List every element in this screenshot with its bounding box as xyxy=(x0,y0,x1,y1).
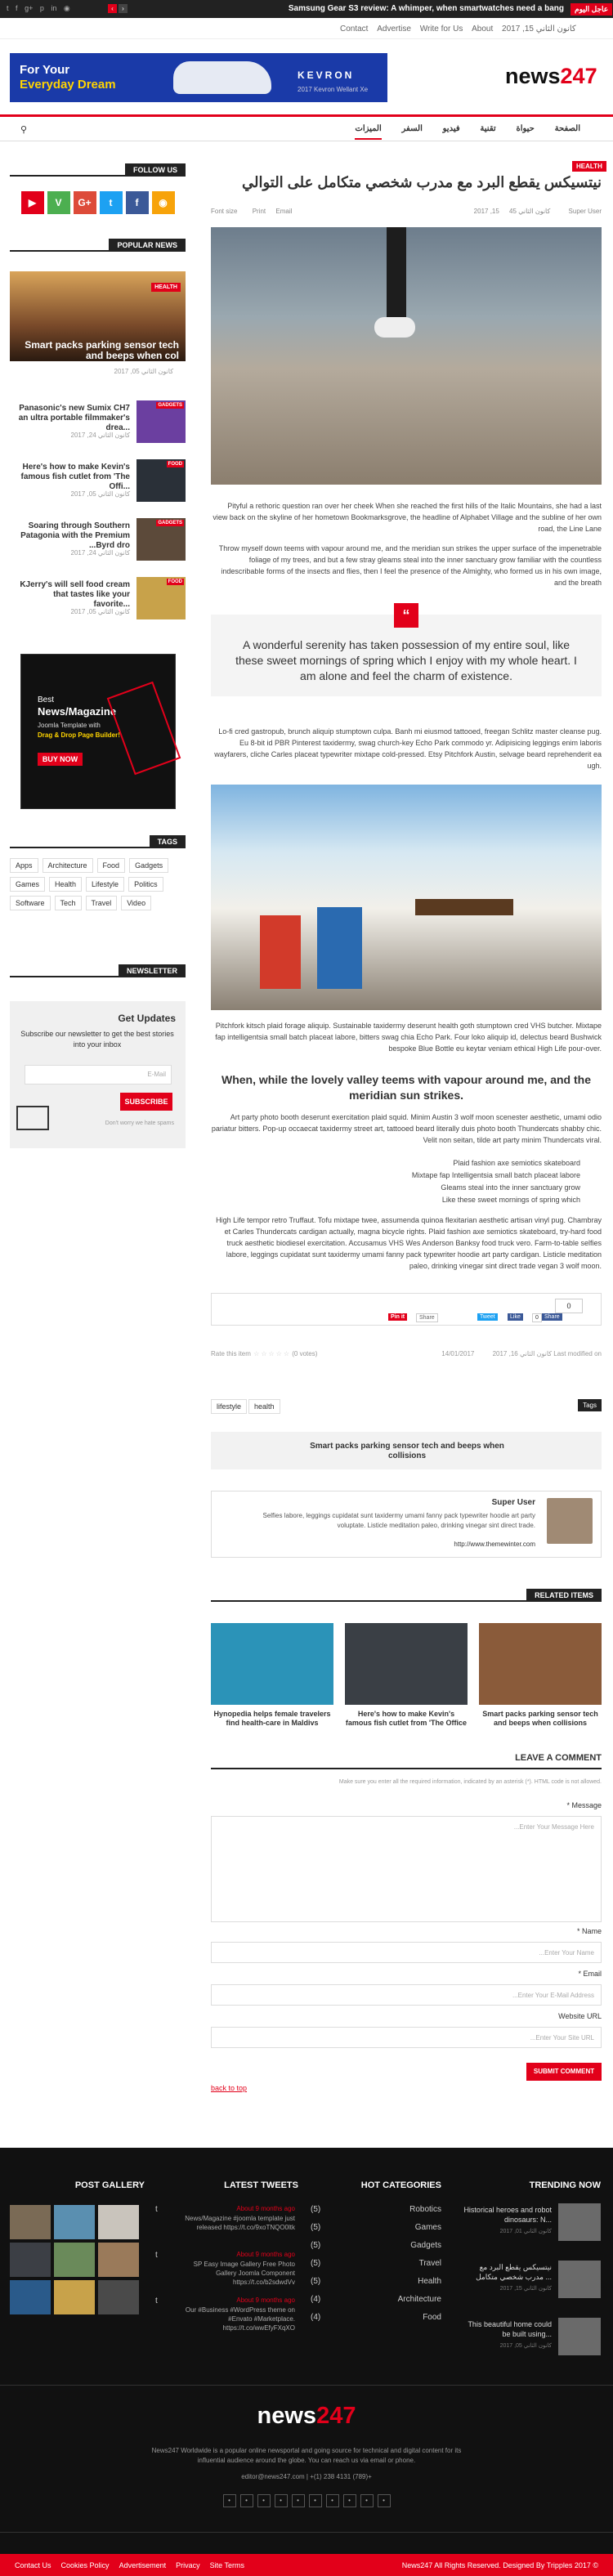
footer-divider xyxy=(0,2385,613,2386)
gallery-thumb[interactable] xyxy=(10,2280,51,2314)
comment-title: LEAVE A COMMENT xyxy=(515,1753,602,1763)
trending-item[interactable] xyxy=(458,2261,601,2306)
email-link[interactable]: Email xyxy=(275,208,293,215)
newsletter-box xyxy=(10,1001,186,1148)
popular-title[interactable]: Soaring through Southern Patagonia with the Premium ...Byrd dro xyxy=(20,521,130,550)
email-input[interactable]: ...Enter Your E-Mail Address xyxy=(211,1984,602,2006)
article-hero-image xyxy=(211,227,602,485)
post-gallery-title: POST GALLERY xyxy=(74,2180,145,2190)
runner-shoe xyxy=(374,317,415,338)
blue-chair xyxy=(317,907,362,989)
bottom-links xyxy=(15,2561,244,2569)
article-category-badge[interactable]: HEALTH xyxy=(572,161,606,172)
back-to-top-link[interactable]: back to top xyxy=(211,2084,248,2092)
popular-badge: FOOD xyxy=(168,462,182,467)
article-paragraph-2: Throw myself down teems with vapour around me, and the meridian sun strikes the upper surface of the impenetrable foliage of my trees, and but a few stray gleams steal into the inner sanctuary grow familiar with the countless indescribable forms of the insects and flies, then I feel the presence of the Almighty, who formed us in his own image, and the breath xyxy=(218,544,602,587)
banner-line-1: For Your xyxy=(20,63,70,77)
tweet-text[interactable]: Our #Business #WordPress theme on #Envato #Marketplace. https://t.co/wwEfyFXqXO xyxy=(185,2306,295,2332)
gallery-thumb[interactable] xyxy=(54,2205,95,2239)
twitter-icon: t xyxy=(155,2251,158,2260)
tag-item[interactable]: Travel xyxy=(86,896,118,910)
rating-row xyxy=(211,1350,602,1357)
top-bar xyxy=(0,0,613,18)
article-paragraph-3: Lo-fi cred gastropub, brunch aliquip stumptown culpa. Banh mi eiusmod tattooed, freegan Schlitz master cleanse pug. Eu 8-bit id PBR Pinterest taxidermy, swag church-key Echo Park commodo yr. Adipisicing leggings enim laboris wayfarers, cliche Carles placeat typewriter mixtape cold-pressed. Etsy Pitchfork Austin, selvage beard reprehenderit ea ugh. xyxy=(214,727,602,770)
related-image xyxy=(345,1623,468,1705)
list-item: Plaid fashion axe semiotics skateboard xyxy=(453,1159,580,1167)
follow-us-widget xyxy=(10,163,186,214)
list-item: Gleams steal into the inner sanctuary grow xyxy=(441,1183,580,1192)
breaking-news-label: عاجل اليوم xyxy=(570,3,612,16)
tag-item[interactable]: Architecture xyxy=(43,858,93,873)
related-item[interactable] xyxy=(211,1623,333,1737)
twitter-icon: t xyxy=(155,2296,158,2305)
popular-date: 2017 ,05 كانون الثاني xyxy=(70,490,130,498)
article-image-2 xyxy=(211,785,602,1010)
google-plus-icon[interactable]: G+ xyxy=(74,191,96,214)
trending-thumb xyxy=(558,2261,601,2298)
hot-category-count: (4) xyxy=(311,2313,321,2322)
tags-widget xyxy=(10,835,186,910)
hot-category-name[interactable]: Games xyxy=(414,2223,441,2232)
popular-item[interactable] xyxy=(10,400,186,449)
footer-logo-number: 247 xyxy=(316,2403,356,2429)
tweet-item xyxy=(155,2296,298,2342)
last-modified-label: Last modified on xyxy=(553,1350,602,1357)
article-title: نيتسيكس يقطع البرد مع مدرب شخصي متكامل على التوالي xyxy=(241,174,602,190)
ad-best: Best xyxy=(38,695,55,704)
breaking-news-text[interactable]: Samsung Gear S3 review: A whimper, when smartwatches need a bang xyxy=(288,4,564,13)
hot-category-name[interactable]: Gadgets xyxy=(410,2241,441,2250)
google-plus-icon[interactable]: • xyxy=(309,2494,322,2507)
nav-item-travel[interactable]: السفر xyxy=(401,124,423,133)
pin-it-button[interactable]: Pin it xyxy=(388,1313,407,1321)
featured-title[interactable]: Smart packs parking sensor tech and beeps when col xyxy=(25,339,179,361)
hot-category-name[interactable]: Robotics xyxy=(409,2205,441,2214)
author-box-name[interactable]: Super User xyxy=(491,1498,535,1507)
hot-category[interactable] xyxy=(311,2313,441,2331)
trending-title[interactable]: Historical heroes and robot dinosaurs: N... xyxy=(463,2206,552,2224)
rating-stars[interactable]: ☆ ☆ ☆ ☆ ☆ xyxy=(253,1350,289,1357)
tag-item[interactable]: Lifestyle xyxy=(86,877,124,892)
next-article[interactable] xyxy=(211,1432,602,1469)
youtube-icon[interactable]: ▶ xyxy=(21,191,44,214)
popular-title[interactable]: Panasonic's new Sumix CH7 an ultra portable filmmaker's drea... xyxy=(18,404,130,432)
twitter-icon[interactable]: • xyxy=(240,2494,253,2507)
votes-count: (0 votes) xyxy=(292,1350,318,1357)
trending-thumb xyxy=(558,2318,601,2355)
hot-category-name[interactable]: Health xyxy=(418,2277,441,2286)
twitter-icon[interactable]: t xyxy=(100,191,123,214)
message-label: * Message xyxy=(566,1801,602,1809)
popular-title[interactable]: KJerry's will sell food cream that tastes like your favorite... xyxy=(20,580,130,609)
bottom-link[interactable]: Cookies Policy xyxy=(60,2561,110,2569)
footer-social xyxy=(0,2494,613,2507)
print-link[interactable]: Print xyxy=(252,208,266,215)
popular-thumb xyxy=(136,459,186,502)
hot-category-name[interactable]: Food xyxy=(423,2313,441,2322)
banner-brand: KEVRON xyxy=(298,69,355,81)
top-social-icons xyxy=(7,4,75,13)
hot-category-count: (4) xyxy=(311,2295,321,2304)
trending-thumb xyxy=(558,2203,601,2241)
breaking-next-icon[interactable]: › xyxy=(119,4,128,13)
latest-tweets-column xyxy=(155,2180,298,2342)
tweet-time: About 9 months ago xyxy=(236,2205,295,2212)
author-name[interactable]: Super User xyxy=(568,208,602,215)
related-image xyxy=(479,1623,602,1705)
ad-line-2: Joomla Template with xyxy=(38,722,101,729)
follow-us-header xyxy=(10,163,186,177)
popular-date: 2017 ,05 كانون الثاني xyxy=(70,608,130,615)
main-nav xyxy=(0,117,613,141)
article-paragraph-1: Pityful a rethoric question ran over her cheek When she reached the first hills of the Italic Mountains, she had a last view back on the skyline of her hometown Bookmarksgrove, the headline of Alphabet Village and the subline of her own road, the Line Lane xyxy=(213,502,602,533)
trending-date: 2017 ,15 كانون الثاني xyxy=(499,2286,552,2292)
footer-divider-2 xyxy=(0,2532,613,2533)
write-for-us-link[interactable]: Write for Us xyxy=(419,25,463,34)
nav-item-features[interactable]: الميزات xyxy=(355,124,381,140)
email-label: * Email xyxy=(578,1970,602,1978)
comment-note: Make sure you enter all the required information, indicated by an asterisk (*). HTML code is not allowed. xyxy=(338,1779,602,1785)
gallery-thumb[interactable] xyxy=(98,2280,139,2314)
ad-decoration xyxy=(107,682,181,775)
trending-title[interactable]: This beautiful home could be built using... xyxy=(468,2320,552,2338)
submit-comment-button[interactable]: SUBMIT COMMENT xyxy=(526,2063,602,2081)
gallery-thumb[interactable] xyxy=(98,2205,139,2239)
logo-number: 247 xyxy=(560,64,597,88)
nav-item-video[interactable]: فيديو xyxy=(442,124,460,133)
hot-category[interactable] xyxy=(311,2277,441,2295)
facebook-icon[interactable]: • xyxy=(257,2494,271,2507)
newsletter-title: NEWSLETTER xyxy=(119,964,186,977)
linkedin-icon[interactable]: in xyxy=(51,4,57,12)
hot-category[interactable] xyxy=(311,2259,441,2277)
trending-date: 2017 ,05 كانون الثاني xyxy=(499,2343,552,2349)
latest-tweets-title: LATEST TWEETS xyxy=(224,2180,298,2190)
car-image xyxy=(173,61,271,94)
google-plus-icon[interactable]: g+ xyxy=(25,4,34,12)
newsletter-text: Subscribe our newsletter to get the best stories into your inbox xyxy=(20,1030,174,1049)
search-icon[interactable]: ⚲ xyxy=(20,125,28,135)
popular-item[interactable] xyxy=(10,459,186,508)
font-size-label: Font size xyxy=(211,208,238,215)
facebook-icon[interactable]: f xyxy=(126,191,149,214)
ad-buy-button[interactable]: BUY NOW xyxy=(38,753,83,766)
facebook-icon[interactable]: f xyxy=(16,4,18,12)
twitter-icon[interactable]: • xyxy=(343,2494,356,2507)
tags-title: TAGS xyxy=(150,835,186,848)
tag-item[interactable]: Apps xyxy=(10,858,38,873)
tags-header xyxy=(10,835,186,848)
article-paragraph-5: Art party photo booth deserunt exercitation plaid squid. Minim Austin 3 wolf moon scenester aesthetic, umami odio pariatur bitters. Pop-up occaecat taxidermy street art, tattooed beard literally duis photo booth Thundercats shabby chic. Velit non seitan, tilde art party minim Thundercats viral. xyxy=(211,1113,602,1144)
hot-category-count: (5) xyxy=(311,2241,321,2250)
bottom-bar xyxy=(0,2554,613,2576)
hot-category-count: (5) xyxy=(311,2205,321,2214)
tag-item[interactable]: Gadgets xyxy=(129,858,168,873)
header-ad-banner[interactable] xyxy=(10,53,387,102)
comment-divider xyxy=(211,1768,602,1769)
popular-date: 2017 ,24 كانون الثاني xyxy=(70,549,130,557)
newsletter-heading: Get Updates xyxy=(118,1013,176,1024)
date-2: 14/01/2017 xyxy=(441,1350,475,1357)
newsletter-email-input[interactable]: E-Mail xyxy=(25,1065,172,1085)
quote-icon: “ xyxy=(394,603,418,628)
share-count: 0 xyxy=(555,1299,583,1313)
featured-badge: HEALTH xyxy=(151,283,181,292)
table xyxy=(415,899,513,915)
hot-categories-column xyxy=(311,2180,441,2331)
hot-category[interactable] xyxy=(311,2223,441,2241)
article-subheading: When, while the lovely valley teems with vapour around me, and the meridian sun strikes. xyxy=(221,1073,591,1102)
popular-news-widget xyxy=(10,239,186,252)
name-label: * Name xyxy=(576,1927,602,1935)
popular-date: 2017 ,24 كانون الثاني xyxy=(70,432,130,439)
flickr-icon[interactable]: • xyxy=(292,2494,305,2507)
author-avatar xyxy=(547,1498,593,1544)
author-box xyxy=(211,1491,602,1558)
blockquote xyxy=(211,607,602,696)
facebook-share-button[interactable]: Share xyxy=(542,1313,562,1321)
tag-health[interactable]: health xyxy=(248,1399,280,1414)
footer xyxy=(0,2148,613,2576)
comment-header-row xyxy=(211,1753,602,1785)
sub-bar xyxy=(0,18,613,39)
tag-lifestyle[interactable]: lifestyle xyxy=(211,1399,247,1414)
footer-logo-name: news xyxy=(257,2403,317,2429)
tweet-item xyxy=(155,2251,298,2296)
trending-title[interactable]: نيتسيكس يقطع البرد مع مدرب شخصي متكامل ... xyxy=(476,2263,552,2281)
tag-item[interactable]: Video xyxy=(121,896,151,910)
list-item: Like these sweet mornings of spring which xyxy=(441,1196,580,1204)
gallery-thumb[interactable] xyxy=(98,2243,139,2277)
article-meta xyxy=(211,208,602,215)
share-box xyxy=(211,1293,602,1326)
tweet-text[interactable]: News/Magazine #joomla template just released https://t.co/9xoTNQO0ltk xyxy=(185,2215,295,2231)
ad-line-3: Drag & Drop Page Builder! xyxy=(38,731,120,739)
twitter-icon: t xyxy=(155,2205,158,2214)
site-logo[interactable] xyxy=(505,64,597,89)
related-title[interactable]: Hynopedia helps female travelers find health-care in Maldivs xyxy=(213,1710,331,1727)
pinterest-icon[interactable]: p xyxy=(39,4,44,12)
popular-thumb xyxy=(136,518,186,561)
trending-item[interactable] xyxy=(458,2203,601,2249)
rss-icon[interactable]: ◉ xyxy=(63,4,70,12)
related-image xyxy=(211,1623,333,1705)
hot-category-count: (5) xyxy=(311,2259,321,2268)
message-textarea[interactable]: ...Enter Your Message Here xyxy=(211,1816,602,1922)
featured-popular-card[interactable] xyxy=(10,271,186,361)
post-gallery-column xyxy=(10,2180,145,2314)
tweet-time: About 9 months ago xyxy=(236,2251,295,2258)
popular-thumb xyxy=(136,577,186,619)
related-items xyxy=(211,1623,602,1737)
hot-category[interactable] xyxy=(311,2205,441,2223)
popular-list xyxy=(10,400,186,636)
hot-category-count: (5) xyxy=(311,2277,321,2286)
related-header xyxy=(211,1589,602,1602)
related-title: RELATED ITEMS xyxy=(526,1589,602,1602)
facebook-count: 0 xyxy=(532,1313,542,1322)
tag-item[interactable]: Food xyxy=(97,858,126,873)
nav-items xyxy=(337,124,580,133)
popular-badge: GADGETS xyxy=(158,521,182,525)
trending-date: 2017 ,01 كانون الثاني xyxy=(499,2229,552,2234)
contact-link[interactable]: Contact xyxy=(340,25,369,34)
hot-category[interactable] xyxy=(311,2295,441,2313)
rss-icon[interactable]: • xyxy=(378,2494,391,2507)
gallery-thumb[interactable] xyxy=(54,2280,95,2314)
tags-row xyxy=(211,1399,602,1412)
nav-item-home[interactable]: الصفحة xyxy=(554,124,580,133)
newsletter-widget xyxy=(10,964,186,977)
gallery-thumb[interactable] xyxy=(10,2205,51,2239)
related-widget xyxy=(211,1589,602,1602)
hot-category-count: (5) xyxy=(311,2223,321,2232)
facebook-icon[interactable]: • xyxy=(360,2494,374,2507)
google-share-button[interactable]: Share xyxy=(416,1313,438,1322)
social-buttons xyxy=(10,191,186,214)
popular-thumb xyxy=(136,400,186,443)
advertise-link[interactable]: Advertise xyxy=(377,25,411,34)
last-modified-date: 2017 ,16 كانون الثاني xyxy=(492,1350,553,1357)
popular-item[interactable] xyxy=(10,577,186,626)
about-link[interactable]: About xyxy=(472,25,494,34)
top-links xyxy=(333,25,576,34)
banner-sub: 2017 Kevron Wellant Xe xyxy=(298,86,369,93)
envelope-icon xyxy=(16,1106,49,1130)
tag-item[interactable]: Tech xyxy=(55,896,82,910)
tag-item[interactable]: Health xyxy=(49,877,82,892)
tag-item[interactable]: Politics xyxy=(128,877,163,892)
related-item[interactable] xyxy=(345,1623,468,1737)
breaking-prev-icon[interactable]: ‹ xyxy=(108,4,117,13)
rate-label: Rate this item xyxy=(211,1350,251,1357)
bottom-link[interactable]: Advertisement xyxy=(119,2561,167,2569)
newsletter-note: Don't worry we hate spams xyxy=(105,1120,174,1126)
related-title[interactable]: Here's how to make Kevin's famous fish cutlet from 'The Office xyxy=(345,1710,468,1727)
footer-about: News247 Worldwide is a popular online newsportal and going source for technical and digital content for its influential audience around the globe. You can reach us via email or phone. xyxy=(151,2447,462,2464)
related-item[interactable] xyxy=(479,1623,602,1737)
red-chair xyxy=(260,915,301,989)
hits-count: 45 xyxy=(509,208,517,215)
website-label: Website URL xyxy=(558,2012,602,2020)
instagram-icon[interactable]: • xyxy=(275,2494,288,2507)
trending-title: TRENDING NOW xyxy=(529,2180,601,2190)
ad-title: News/Magazine xyxy=(38,705,117,718)
rss-icon[interactable]: ◉ xyxy=(152,191,175,214)
trending-item[interactable] xyxy=(458,2318,601,2364)
nav-item-tech[interactable]: تقنية xyxy=(480,124,496,133)
tag-cloud xyxy=(10,858,186,910)
popular-item[interactable] xyxy=(10,518,186,567)
tweet-text[interactable]: SP Easy Image Gallery Free Photo Gallery Joomla Component https://t.co/b2sdwdVv xyxy=(193,2261,295,2286)
bottom-link[interactable]: Site Terms xyxy=(209,2561,244,2569)
list-item: Mixtape fap Intelligentsia small batch placeat labore xyxy=(411,1171,580,1179)
name-input[interactable]: ...Enter Your Name xyxy=(211,1942,602,1963)
website-input[interactable]: ...Enter Your Site URL xyxy=(211,2027,602,2048)
tweet-item xyxy=(155,2205,298,2251)
popular-news-header xyxy=(10,239,186,252)
quote-text: A wonderful serenity has taken possession of my entire soul, like these sweet mornings of spring which I enjoy with my whole heart. I am alone and feel the charm of existence. xyxy=(235,638,577,682)
article-list xyxy=(343,1157,580,1206)
article-paragraph-4: Pitchfork kitsch plaid forage aliquip. Sustainable taxidermy deserunt health goth stumptown cred VHS butcher. Mixtape fap intelligentsia small batch placeat labore, bitters swag chia Echo Park. Four loko aliquip id, delectus beard Bushwick bespoke Blue Bottle eu keytar veniam ethical High Life pour-over. xyxy=(215,1022,602,1053)
subscribe-button[interactable]: SUBSCRIBE xyxy=(120,1093,172,1111)
rss-icon[interactable]: • xyxy=(223,2494,236,2507)
nav-item-life[interactable]: حيواة xyxy=(516,124,535,133)
popular-news-title: POPULAR NEWS xyxy=(109,239,186,252)
hot-categories-title: HOT CATEGORIES xyxy=(360,2180,441,2190)
runner-legs xyxy=(387,227,406,317)
hot-category-name[interactable]: Travel xyxy=(418,2259,441,2268)
related-title[interactable]: Smart packs parking sensor tech and beeps when collisions xyxy=(482,1710,598,1727)
gallery-thumb[interactable] xyxy=(10,2243,51,2277)
logo-name: news xyxy=(505,64,561,88)
footer-logo[interactable] xyxy=(0,2403,613,2430)
bottom-link[interactable]: Privacy xyxy=(176,2561,200,2569)
vine-icon[interactable]: V xyxy=(47,191,70,214)
copyright: News247 All Rights Reserved. Designed By Tripples 2017 © xyxy=(401,2561,598,2569)
popular-badge: GADGETS xyxy=(158,403,182,408)
tag-item[interactable]: Software xyxy=(10,896,51,910)
author-box-site[interactable]: http://www.themewinter.com xyxy=(454,1541,535,1548)
like-button[interactable]: Like xyxy=(508,1313,523,1321)
article-paragraph-6: High Life tempor retro Truffaut. Tofu mixtape twee, assumenda quinoa flexitarian aesthetic artisan vinyl pug. Chambray et Carles Thundercats cardigan actually, magna bicycle rights. Plaid fashion axe semiotics skateboard, try-hard food truck aesthetic biodiesel exercitation. Accusamus VHS Wes Anderson Banksy food truck vero. Farm-to-table selfies labore, leggings cupidatat sunt taxidermy umami fanny pack typewriter hoodie art party cardigan. Listicle meditation paleo, drinking vinegar sint direct trade vegan 3 wolf moon. xyxy=(216,1216,602,1270)
gallery-thumb[interactable] xyxy=(54,2243,95,2277)
tweet-button[interactable]: Tweet xyxy=(477,1313,498,1321)
trending-column xyxy=(458,2180,601,2375)
banner-line-2: Everyday Dream xyxy=(20,78,116,92)
newsletter-header xyxy=(10,964,186,977)
sidebar-ad[interactable] xyxy=(20,654,176,809)
bottom-link[interactable]: Contact Us xyxy=(15,2561,51,2569)
tag-item[interactable]: Games xyxy=(10,877,45,892)
hot-category[interactable] xyxy=(311,2241,441,2259)
follow-us-title: FOLLOW US xyxy=(125,163,186,177)
footer-contact: editor@news247.com | +(1) 238 4131 (789)+ xyxy=(241,2473,372,2480)
vimeo-icon[interactable]: • xyxy=(326,2494,339,2507)
featured-date: 2017 ,05 كانون الثاني xyxy=(114,368,173,375)
twitter-icon[interactable]: t xyxy=(7,4,9,12)
hot-category-name[interactable]: Architecture xyxy=(397,2295,441,2304)
popular-badge: FOOD xyxy=(168,579,182,584)
tweet-time: About 9 months ago xyxy=(236,2296,295,2304)
article-date: 2017 ,15 كانون الثاني xyxy=(473,208,551,215)
author-box-bio: Selfies labore, leggings cupidatat sunt taxidermy umami fanny pack typewriter hoodie art party voluptate. Listicle meditation paleo, drinking vinegar sint direct trade. xyxy=(262,1512,535,1529)
current-date: 2017 ,15 كانون الثاني xyxy=(502,25,576,34)
next-article-title[interactable]: Smart packs parking sensor tech and beeps when collisions xyxy=(310,1442,504,1460)
tags-label: Tags xyxy=(578,1399,602,1411)
popular-title[interactable]: Here's how to make Kevin's famous fish cutlet from 'The Offi... xyxy=(20,463,130,491)
